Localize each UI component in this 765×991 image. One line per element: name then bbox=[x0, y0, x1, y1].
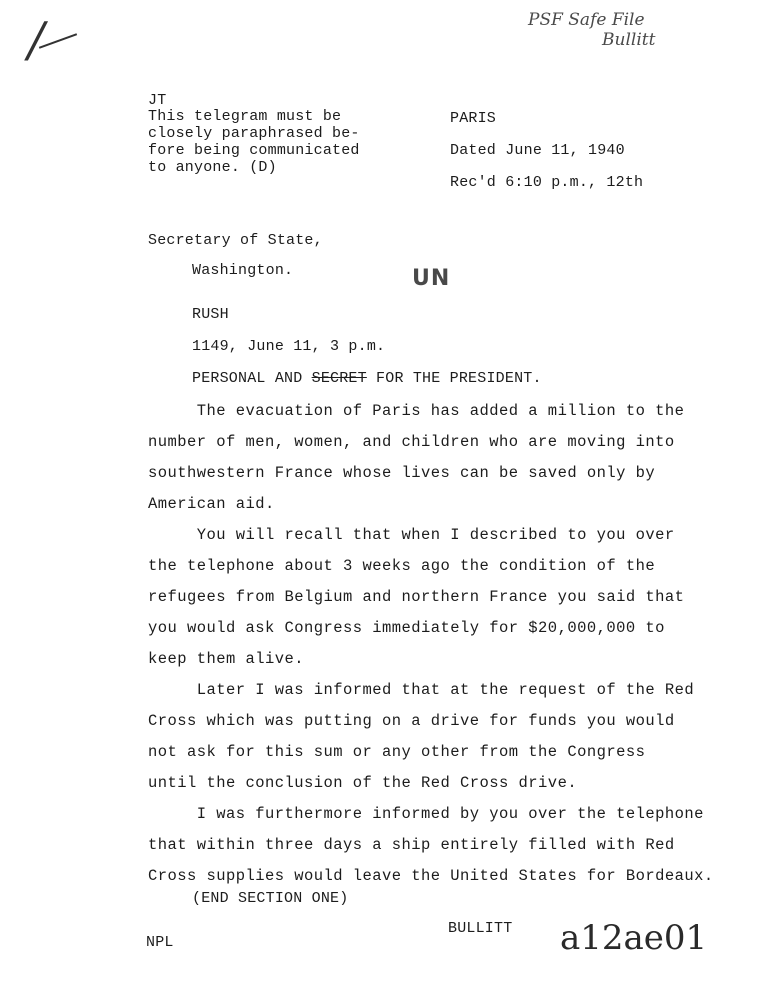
notice-line: This telegram must be bbox=[148, 108, 342, 125]
pencil-stroke bbox=[39, 33, 77, 49]
end-section-marker: (END SECTION ONE) bbox=[192, 890, 349, 907]
body-line: I was furthermore informed by you over the telephone bbox=[148, 805, 704, 823]
npl-code: NPL bbox=[146, 934, 174, 951]
body-line: The evacuation of Paris has added a million to the bbox=[148, 402, 685, 420]
body-line: American aid. bbox=[148, 495, 275, 513]
body-line: keep them alive. bbox=[148, 650, 305, 668]
dated-line: Dated June 11, 1940 bbox=[450, 142, 625, 159]
body-line: You will recall that when I described to you over bbox=[148, 526, 675, 544]
pencil-mark: / bbox=[28, 12, 45, 68]
struck-secret: SECRET bbox=[311, 370, 367, 387]
signature: BULLITT bbox=[448, 920, 513, 937]
origin-city: PARIS bbox=[450, 110, 497, 127]
notice-line: fore being communicated bbox=[148, 142, 360, 159]
handwritten-code: a12ae01 bbox=[560, 918, 708, 958]
paraphrase-notice bbox=[148, 108, 360, 176]
priority-label: RUSH bbox=[192, 306, 229, 323]
initials: JT bbox=[148, 92, 167, 109]
body-line: you would ask Congress immediately for $20,000,000 to bbox=[148, 619, 665, 637]
telegram-reference: 1149, June 11, 3 p.m. bbox=[192, 338, 386, 355]
body-line: Cross which was putting on a drive for funds you would bbox=[148, 712, 675, 730]
declassification-stamp: UN bbox=[412, 266, 451, 291]
notice-line: to anyone. (D) bbox=[148, 159, 277, 176]
body-line: not ask for this sum or any other from the Congress bbox=[148, 743, 646, 761]
handwritten-annotation: PSF Safe File bbox=[528, 10, 645, 30]
handwritten-annotation-name: Bullitt bbox=[602, 30, 656, 50]
body-line: Later I was informed that at the request of the Red bbox=[148, 681, 695, 699]
body-line: number of men, women, and children who are moving into bbox=[148, 433, 675, 451]
personal-line bbox=[192, 370, 542, 387]
recipient: Secretary of State, bbox=[148, 232, 323, 249]
personal-suffix: FOR THE PRESIDENT. bbox=[366, 370, 542, 387]
body-line: southwestern France whose lives can be saved only by bbox=[148, 464, 656, 482]
personal-prefix: PERSONAL AND bbox=[192, 370, 312, 387]
body-line: that within three days a ship entirely filled with Red bbox=[148, 836, 675, 854]
notice-line: closely paraphrased be- bbox=[148, 125, 360, 142]
body-line: refugees from Belgium and northern France you said that bbox=[148, 588, 685, 606]
body-line: Cross supplies would leave the United States for Bordeaux. bbox=[148, 867, 714, 885]
received-line: Rec'd 6:10 p.m., 12th bbox=[450, 174, 644, 191]
body-line: the telephone about 3 weeks ago the condition of the bbox=[148, 557, 656, 575]
recipient-city: Washington. bbox=[192, 262, 294, 279]
body-line: until the conclusion of the Red Cross drive. bbox=[148, 774, 578, 792]
